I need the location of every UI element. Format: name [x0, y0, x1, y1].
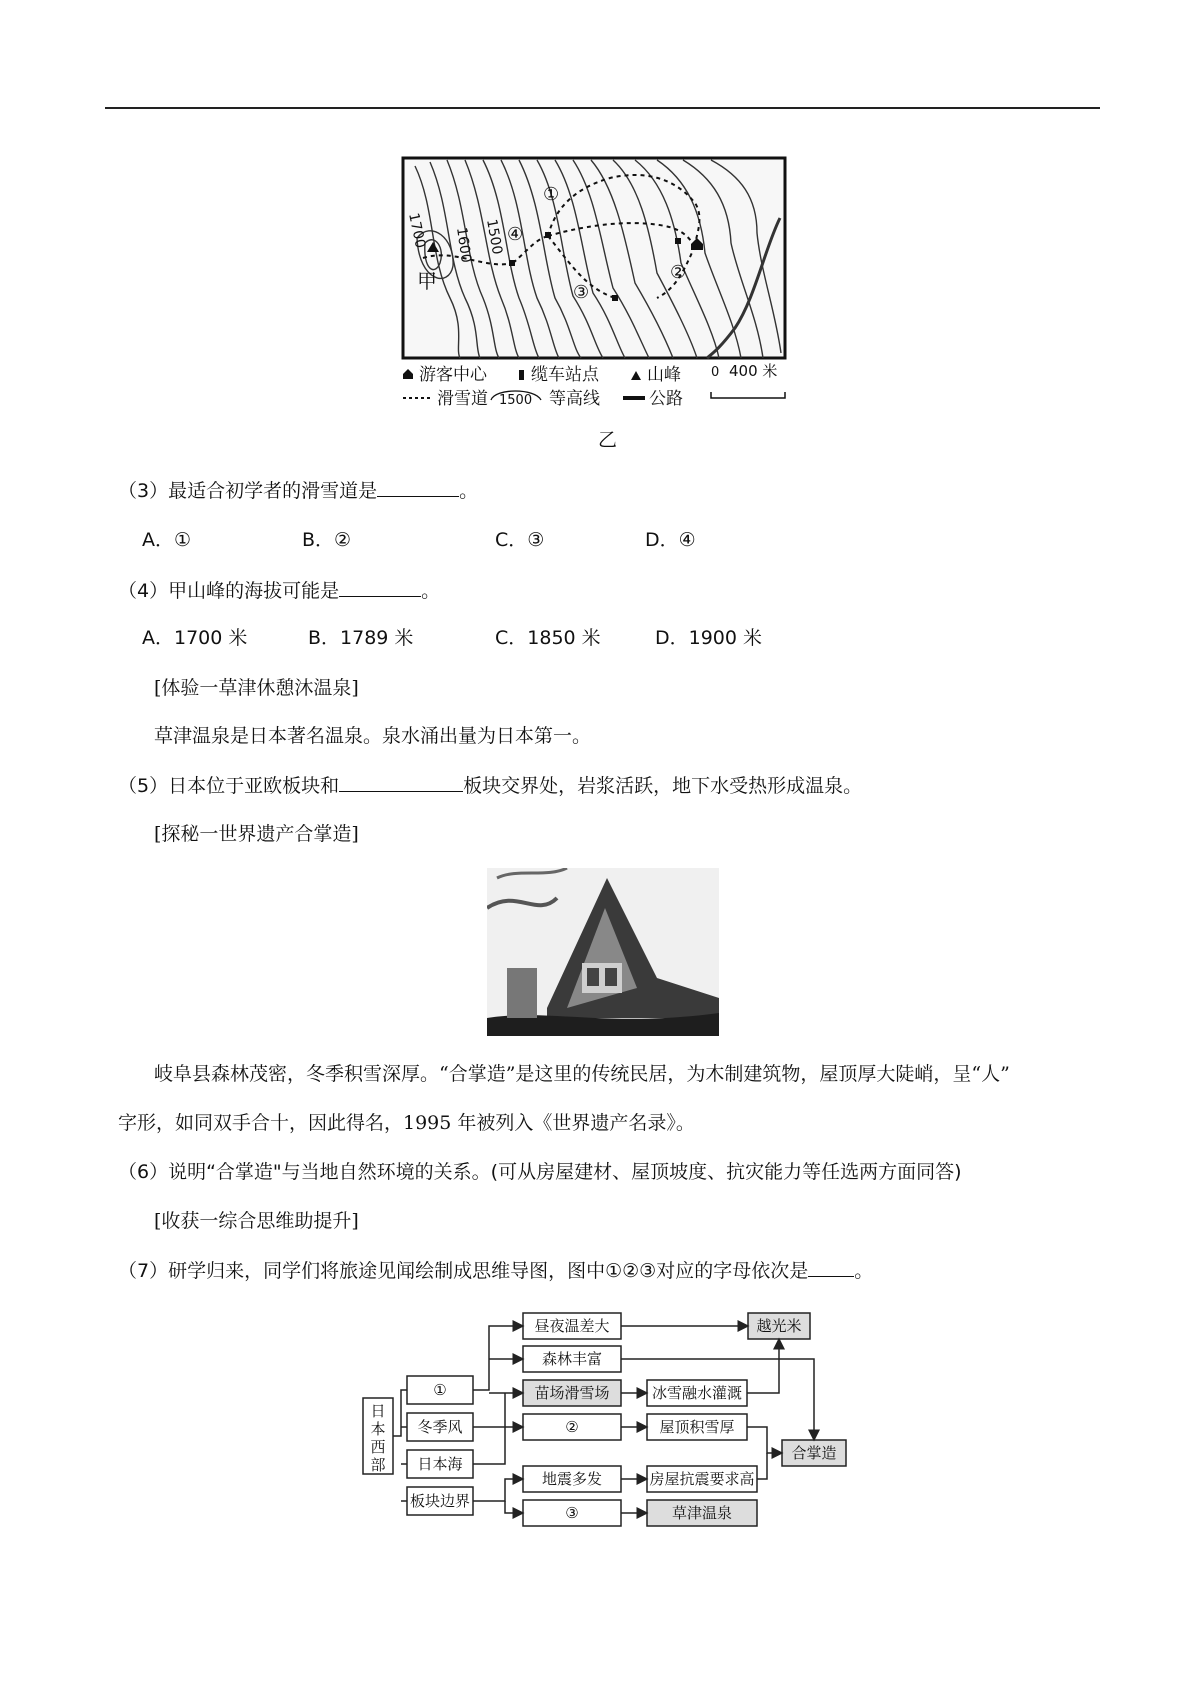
- contour-label-1600: 1600: [453, 226, 474, 264]
- question-7-end: 。: [854, 1260, 874, 1282]
- gassho-house-photo: [487, 868, 719, 1036]
- topographic-map: [395, 148, 795, 413]
- mindmap-left-2: 冬季风: [417, 1418, 463, 1436]
- section-summary-title: [收获一综合思维助提升]: [154, 1210, 359, 1232]
- mindmap-right-4: 草津温泉: [671, 1504, 733, 1522]
- scale-zero: 0: [711, 365, 720, 380]
- question-6: （6）说明“合掌造"与当地自然环境的关系。(可从房屋建材、屋顶坡度、抗灾能力等任选两方面同答): [118, 1161, 962, 1183]
- answer-blank-7[interactable]: [808, 1258, 854, 1277]
- q4-option-d[interactable]: D．1900 米: [655, 627, 763, 649]
- answer-blank-5[interactable]: [339, 773, 463, 792]
- question-3: [118, 478, 478, 503]
- legend-contour-value: 1500: [499, 393, 533, 408]
- mindmap-root-2: 本: [370, 1420, 386, 1438]
- q3-option-b[interactable]: B．②: [302, 529, 352, 551]
- question-7: [118, 1258, 873, 1283]
- mind-map: [355, 1302, 865, 1532]
- legend-contour: 等高线: [549, 389, 600, 409]
- q3-option-a[interactable]: A．①: [142, 529, 192, 551]
- question-3-end: 。: [459, 480, 479, 502]
- mindmap-left-1: ①: [433, 1381, 447, 1399]
- mindmap-root-3: 西: [370, 1438, 386, 1456]
- mindmap-right-2: 屋顶积雪厚: [659, 1418, 735, 1436]
- mindmap-mid-3: 苗场滑雪场: [534, 1384, 610, 1402]
- question-3-stem: （3）最适合初学者的滑雪道是: [118, 480, 378, 502]
- mindmap-mid-4: ②: [565, 1418, 579, 1436]
- q4-option-a[interactable]: A．1700 米: [142, 627, 248, 649]
- contour-label-1500: 1500: [483, 217, 506, 256]
- mindmap-right-3: 房屋抗震要求高: [649, 1470, 755, 1488]
- question-4-stem: （4）甲山峰的海拔可能是: [118, 580, 340, 602]
- mindmap-mid-5: 地震多发: [541, 1470, 603, 1488]
- gassho-paragraph-line-2: 字形，如同双手合十，因此得名，1995 年被列入《世界遗产名录》。: [118, 1112, 695, 1134]
- top-rule: [105, 107, 1100, 109]
- mindmap-mid-2: 森林丰富: [541, 1350, 603, 1368]
- question-5-end: 板块交界处，岩浆活跃，地下水受热形成温泉。: [463, 775, 863, 797]
- scale-value: 400 米: [729, 362, 778, 380]
- mindmap-root-1: 日: [370, 1402, 386, 1420]
- ski-run-label-2: ②: [670, 262, 687, 283]
- question-4-end: 。: [421, 580, 441, 602]
- contour-label-1700: 1700: [405, 211, 429, 250]
- section-hot-spring-title: [体验一草津休憩沐温泉]: [154, 677, 359, 699]
- gassho-paragraph-line-1: 岐阜县森林茂密，冬季积雪深厚。“合掌造”是这里的传统民居，为木制建筑物，屋顶厚大陡峭，呈“人”: [154, 1063, 1010, 1085]
- ski-run-label-4: ④: [507, 224, 524, 245]
- legend-visitor-center: 游客中心: [419, 365, 487, 385]
- mindmap-mid-1: 昼夜温差大: [534, 1317, 610, 1335]
- question-7-stem: （7）研学归来，同学们将旅途见闻绘制成思维导图，图中①②③对应的字母依次是: [118, 1260, 809, 1282]
- legend-road: 公路: [649, 389, 683, 409]
- mindmap-final: 合掌造: [791, 1444, 837, 1462]
- section-hot-spring-text: 草津温泉是日本著名温泉。泉水涌出量为日本第一。: [154, 725, 592, 747]
- mindmap-right-1: 冰雪融水灌溉: [651, 1384, 743, 1402]
- answer-blank-3[interactable]: [377, 478, 459, 497]
- section-gassho-title: [探秘一世界遗产合掌造]: [154, 823, 359, 845]
- peak-label: 甲: [417, 269, 437, 293]
- question-5: [118, 773, 862, 798]
- mindmap-top-result: 越光米: [756, 1317, 802, 1335]
- q4-option-b[interactable]: B．1789 米: [308, 627, 414, 649]
- legend-cable-station: 缆车站点: [531, 365, 599, 385]
- q3-option-d[interactable]: D．④: [645, 529, 696, 551]
- answer-blank-4[interactable]: [339, 578, 421, 597]
- legend-ski-run: 滑雪道: [437, 389, 488, 409]
- map-caption: 乙: [598, 429, 618, 451]
- q3-option-c[interactable]: C．③: [495, 529, 545, 551]
- mindmap-mid-6: ③: [565, 1504, 579, 1522]
- q4-option-c[interactable]: C．1850 米: [495, 627, 601, 649]
- mindmap-left-4: 板块边界: [409, 1492, 471, 1510]
- ski-run-label-1: ①: [543, 184, 560, 205]
- ski-run-label-3: ③: [573, 282, 590, 303]
- legend-peak: 山峰: [647, 365, 681, 385]
- mindmap-root-4: 部: [370, 1456, 386, 1474]
- question-5-stem: （5）日本位于亚欧板块和: [118, 775, 340, 797]
- mindmap-left-3: 日本海: [417, 1455, 463, 1473]
- question-4: [118, 578, 440, 603]
